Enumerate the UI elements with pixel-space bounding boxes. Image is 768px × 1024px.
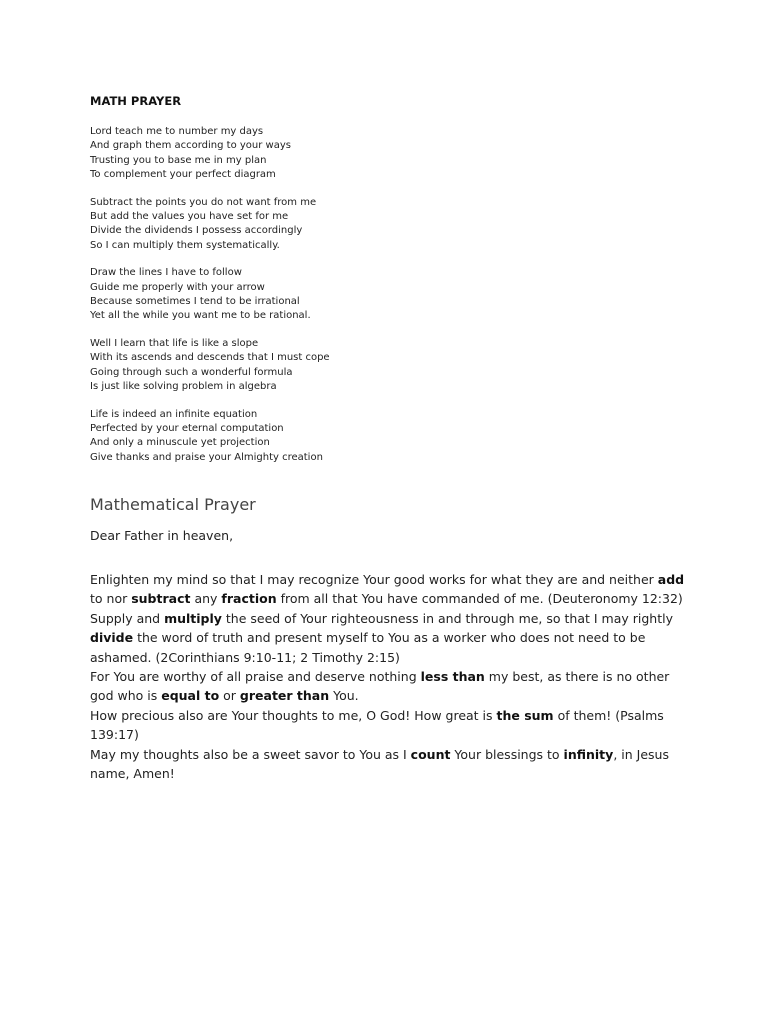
poem-line: Divide the dividends I possess accordingly <box>90 225 303 237</box>
poem-line: Because sometimes I tend to be irrational <box>90 296 300 308</box>
text-run: Enlighten my mind so that I may recognize Your good works for what they are and neither <box>90 572 658 587</box>
prayer-paragraph <box>90 609 690 667</box>
text-run: to nor <box>90 591 132 607</box>
poem-line: Going through such a wonderful formula <box>90 366 293 378</box>
poem-line: Life is indeed an infinite equation <box>90 408 258 420</box>
poem-stanza <box>90 266 690 324</box>
poem-line: Lord teach me to number my days <box>90 126 264 137</box>
poem-line: And only a minuscule yet projection <box>90 437 270 449</box>
math-term: divide <box>90 630 134 646</box>
text-run: from all that You have commanded of me. (Deuteronomy 12:32) <box>276 591 683 607</box>
math-term: count <box>410 746 451 762</box>
text-run: the word of truth and present myself to You as a worker who does not need to be ashamed. (2Corinthians 9:10-11; 2 Timothy 2:15) <box>90 630 646 665</box>
poem-stanza <box>90 337 690 395</box>
text-run: or <box>219 688 240 704</box>
poem-line: Give thanks and praise your Almighty creation <box>90 451 323 463</box>
poem-stanza <box>90 196 690 254</box>
text-run: How precious also are Your thoughts to me, O God! How great is <box>90 707 497 723</box>
math-term: greater than <box>239 688 330 704</box>
poem-line: And graph them according to your ways <box>90 140 291 152</box>
poem-line: With its ascends and descends that I must cope <box>90 352 330 364</box>
prayer-paragraph <box>90 745 690 784</box>
text-run: any <box>190 591 222 607</box>
poem <box>90 125 690 478</box>
math-term: the sum <box>496 707 554 723</box>
poem-line: To complement your perfect diagram <box>90 169 276 181</box>
math-term: infinity <box>563 746 614 762</box>
poem-line: Well I learn that life is like a slope <box>90 337 259 349</box>
poem-line: So I can multiply them systematically. <box>90 239 280 251</box>
text-run: Your blessings to <box>450 746 564 762</box>
text-run: my best, as there is no other god who is <box>90 669 670 704</box>
text-run: of them! (Psalms 139:17) <box>90 707 664 743</box>
poem-line: Trusting you to base me in my plan <box>90 154 267 166</box>
prayer-body <box>90 570 690 783</box>
text-run: For You are worthy of all praise and deserve nothing <box>90 669 421 685</box>
text-run: Supply and <box>90 610 165 626</box>
prayer-paragraph <box>90 706 690 745</box>
poem-title: MATH PRAYER <box>90 94 182 108</box>
poem-line: Guide me properly with your arrow <box>90 281 265 293</box>
poem-line: Yet all the while you want me to be rational. <box>90 310 311 322</box>
poem-line: Perfected by your eternal computation <box>90 422 284 434</box>
poem-line: But add the values you have set for me <box>90 211 289 223</box>
math-term: fraction <box>221 591 277 607</box>
text-run: May my thoughts also be a sweet savor to You as I <box>90 746 411 762</box>
math-term: less than <box>420 669 485 685</box>
text-run: the seed of Your righteousness in and through me, so that I may rightly <box>221 610 673 626</box>
text-run: You. <box>329 688 359 704</box>
math-term: subtract <box>131 591 191 607</box>
poem-line: Is just like solving problem in algebra <box>90 381 277 393</box>
poem-stanza <box>90 408 690 466</box>
math-term: equal to <box>161 688 220 704</box>
text-run: , in Jesus name, Amen! <box>90 746 669 782</box>
poem-line: Draw the lines I have to follow <box>90 267 242 279</box>
section-title: Mathematical Prayer <box>90 495 256 514</box>
math-term: add <box>657 572 685 587</box>
prayer-paragraph <box>90 667 690 706</box>
poem-line: Subtract the points you do not want from me <box>90 196 317 208</box>
poem-stanza <box>90 125 690 183</box>
math-term: multiply <box>164 610 222 626</box>
salutation: Dear Father in heaven, <box>90 528 234 543</box>
prayer-paragraph <box>90 570 690 609</box>
